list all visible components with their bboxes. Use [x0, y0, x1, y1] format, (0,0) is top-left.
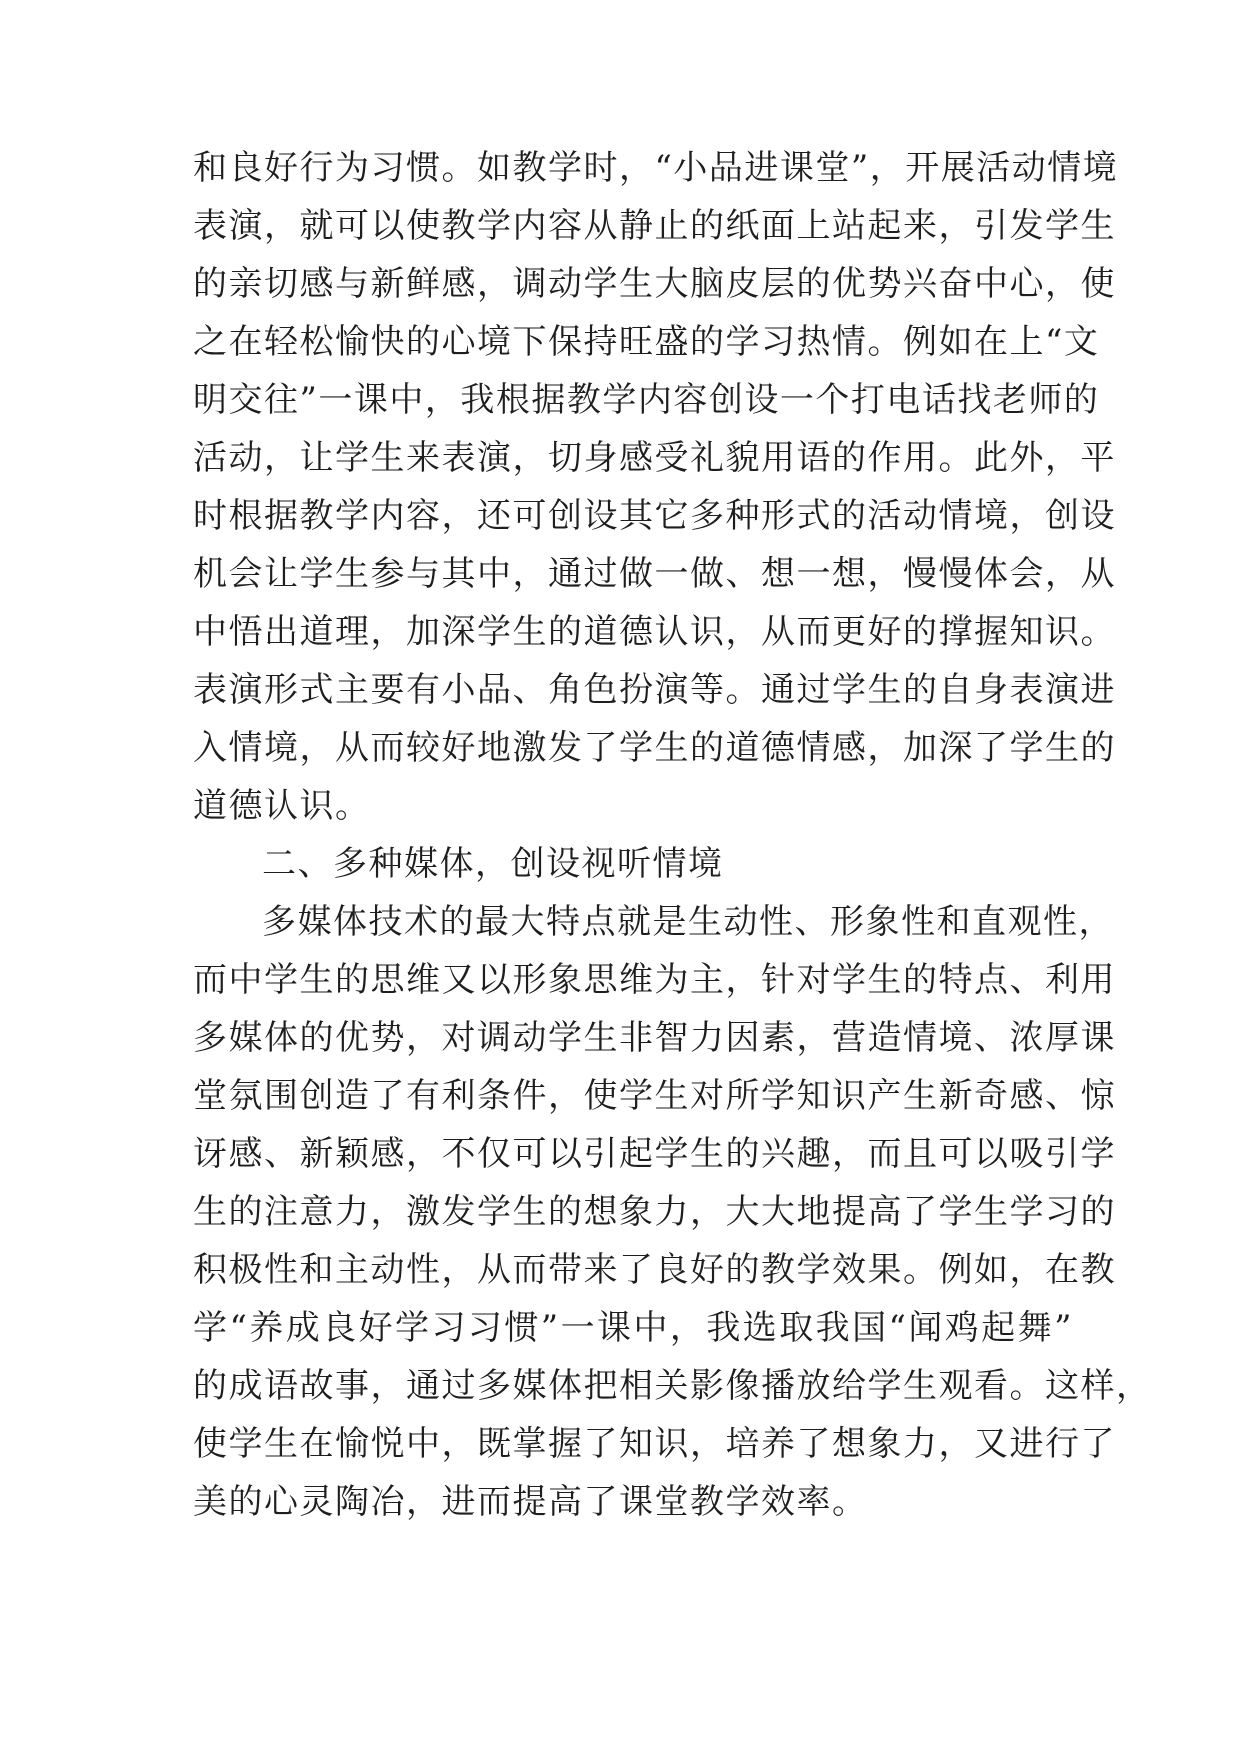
text-line: 之在轻松愉快的心境下保持旺盛的学习热情。例如在上“文 [193, 322, 1100, 362]
text-line: 时根据教学内容，还可创设其它多种形式的活动情境，创设 [193, 496, 1116, 536]
text-line: 堂氛围创造了有利条件，使学生对所学知识产生新奇感、惊 [193, 1076, 1116, 1116]
text-line: 入情境，从而较好地激发了学生的道德情感，加深了学生的 [193, 728, 1116, 768]
text-line: 表演，就可以使教学内容从静止的纸面上站起来，引发学生 [193, 206, 1116, 246]
text-line: 讶感、新颖感，不仅可以引起学生的兴趣，而且可以吸引学 [193, 1134, 1116, 1174]
text-line: 活动，让学生来表演，切身感受礼貌用语的作用。此外，平 [193, 438, 1116, 478]
text-line: 使学生在愉悦中，既掌握了知识，培养了想象力，又进行了 [193, 1424, 1116, 1464]
text-line: 的亲切感与新鲜感，调动学生大脑皮层的优势兴奋中心，使 [193, 264, 1116, 304]
text-line: 表演形式主要有小品、角色扮演等。通过学生的自身表演进 [193, 670, 1116, 710]
text-line: 生的注意力，激发学生的想象力，大大地提高了学生学习的 [193, 1192, 1116, 1232]
text-line: 多媒体的优势，对调动学生非智力因素，营造情境、浓厚课 [193, 1018, 1116, 1058]
text-line: 而中学生的思维又以形象思维为主，针对学生的特点、利用 [193, 960, 1116, 1000]
section-heading: 二、多种媒体，创设视听情境 [262, 844, 724, 884]
text-line: 和良好行为习惯。如教学时，“小品进课堂”，开展活动情境 [193, 148, 1119, 188]
text-line: 机会让学生参与其中，通过做一做、想一想，慢慢体会，从 [193, 554, 1116, 594]
text-line: 的成语故事，通过多媒体把相关影像播放给学生观看。这样， [193, 1366, 1152, 1406]
text-line: 学“养成良好学习习惯”一课中，我选取我国“闻鸡起舞” [193, 1308, 1073, 1348]
text-line: 中悟出道理，加深学生的道德认识，从而更好的撑握知识。 [193, 612, 1116, 652]
text-line: 道德认识。 [193, 786, 371, 826]
text-line: 明交往”一课中，我根据教学内容创设一个打电话找老师的 [193, 380, 1100, 420]
text-line: 积极性和主动性，从而带来了良好的教学效果。例如，在教 [193, 1250, 1116, 1290]
text-line: 多媒体技术的最大特点就是生动性、形象性和直观性， [262, 902, 1114, 942]
text-line: 美的心灵陶冶，进而提高了课堂教学效率。 [193, 1482, 868, 1522]
